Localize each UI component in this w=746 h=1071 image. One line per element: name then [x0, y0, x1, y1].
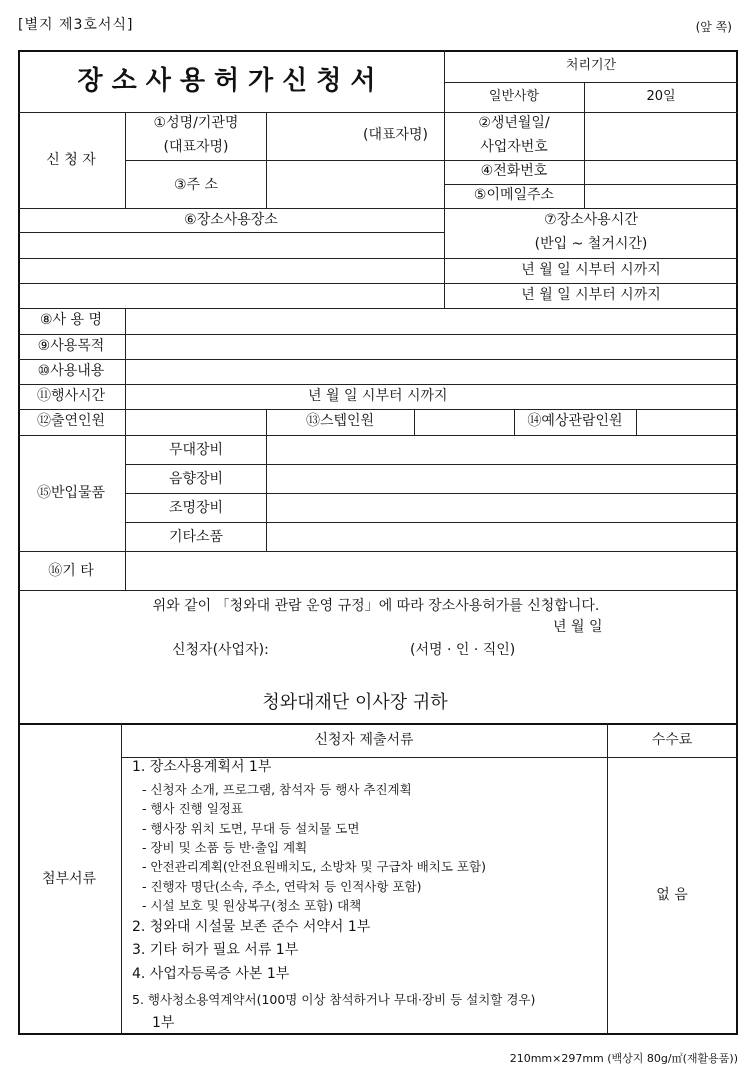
declaration-applicant: 신청자(사업자):	[172, 642, 269, 658]
event-time-label: ⑪행사시간	[36, 388, 106, 404]
doc-subitem: - 안전관리계획(안전요원배치도, 소방차 및 구급차 배치도 포함)	[142, 859, 486, 874]
address-label: ③주 소	[173, 177, 219, 193]
time-row-1: 년 월 일 시부터 시까지	[521, 262, 661, 278]
phone-label: ④전화번호	[480, 163, 548, 179]
doc-subitem: - 행사장 위치 도면, 무대 등 설치물 도면	[142, 821, 360, 836]
applicant-section-label: 신 청 자	[46, 152, 96, 168]
doc-subitem: - 장비 및 소품 등 반·출입 계획	[142, 840, 308, 855]
performers-label: ⑫출연인원	[36, 413, 106, 429]
doc-item: 1. 장소사용계획서 1부	[132, 759, 272, 775]
addressee: 청와대재단 이사장 귀하	[262, 692, 448, 713]
items-label: ⑮반입물품	[36, 485, 106, 501]
processing-label: 처리기간	[565, 58, 617, 73]
declaration-text: 위와 같이 「청와대 관람 운영 규정」에 따라 장소사용허가를 신청합니다.	[152, 598, 600, 614]
item-lighting: 조명장비	[168, 500, 224, 516]
doc-item: 5. 행사청소용역계약서(100명 이상 참석하거나 무대·장비 등 설치할 경우)	[132, 992, 536, 1007]
doc-subitem: - 행사 진행 일정표	[142, 801, 243, 816]
doc-item: 4. 사업자등록증 사본 1부	[132, 966, 290, 982]
form-number: [별지 제3호서식]	[18, 17, 134, 33]
item-sound: 음향장비	[168, 471, 224, 487]
doc-subitem: - 시설 보호 및 원상복구(청소 포함) 대책	[142, 898, 362, 913]
application-form	[18, 50, 738, 1035]
doc-subitem: - 신청자 소개, 프로그램, 참석자 등 행사 추진계획	[142, 782, 412, 797]
processing-days: 20일	[646, 89, 676, 104]
docs-header: 신청자 제출서류	[314, 732, 414, 748]
page-side: (앞 쪽)	[695, 20, 732, 34]
time-sub-label: (반입 ~ 철거시간)	[534, 236, 648, 252]
doc-subitem: - 진행자 명단(소속, 주소, 연락처 등 인적사항 포함)	[142, 879, 422, 894]
fee-header: 수수료	[651, 732, 693, 748]
time-row-2: 년 월 일 시부터 시까지	[521, 287, 661, 303]
etc-label: ⑯기 타	[48, 563, 94, 579]
form-title: 장소사용허가신청서	[77, 66, 385, 96]
item-props: 기타소품	[168, 529, 224, 545]
birth-label: ②생년월일/	[478, 115, 550, 131]
attachments-label: 첨부서류	[41, 871, 97, 887]
purpose-label: ⑨사용목적	[37, 338, 105, 354]
content-label: ⑩사용내용	[37, 363, 105, 379]
name-label-sub: (대표자명)	[163, 139, 229, 155]
staff-label: ⑬스텝인원	[305, 413, 375, 429]
audience-label: ⑭예상관람인원	[527, 413, 623, 429]
doc-item: 2. 청와대 시설물 보존 준수 서약서 1부	[132, 919, 371, 935]
email-label: ⑤이메일주소	[473, 187, 555, 203]
doc-item-cont: 1부	[152, 1015, 175, 1031]
declaration-date: 년 월 일	[553, 619, 603, 635]
processing-type: 일반사항	[488, 89, 540, 104]
item-stage: 무대장비	[168, 442, 224, 458]
time-label: ⑦장소사용시간	[544, 212, 638, 228]
use-name-label: ⑧사 용 명	[39, 312, 103, 328]
name-label: ①성명/기관명	[153, 115, 239, 131]
event-time-value: 년 월 일 시부터 시까지	[308, 388, 448, 404]
birth-label-sub: 사업자번호	[480, 139, 548, 155]
representative-hint: (대표자명)	[363, 127, 429, 143]
paper-spec: 210mm×297mm (백상지 80g/㎡(재활용품))	[509, 1052, 738, 1065]
fee-value: 없 음	[656, 887, 688, 903]
place-label: ⑥장소사용장소	[184, 212, 278, 228]
declaration-sign: (서명 · 인 · 직인)	[410, 642, 516, 658]
doc-item: 3. 기타 허가 필요 서류 1부	[132, 942, 299, 958]
